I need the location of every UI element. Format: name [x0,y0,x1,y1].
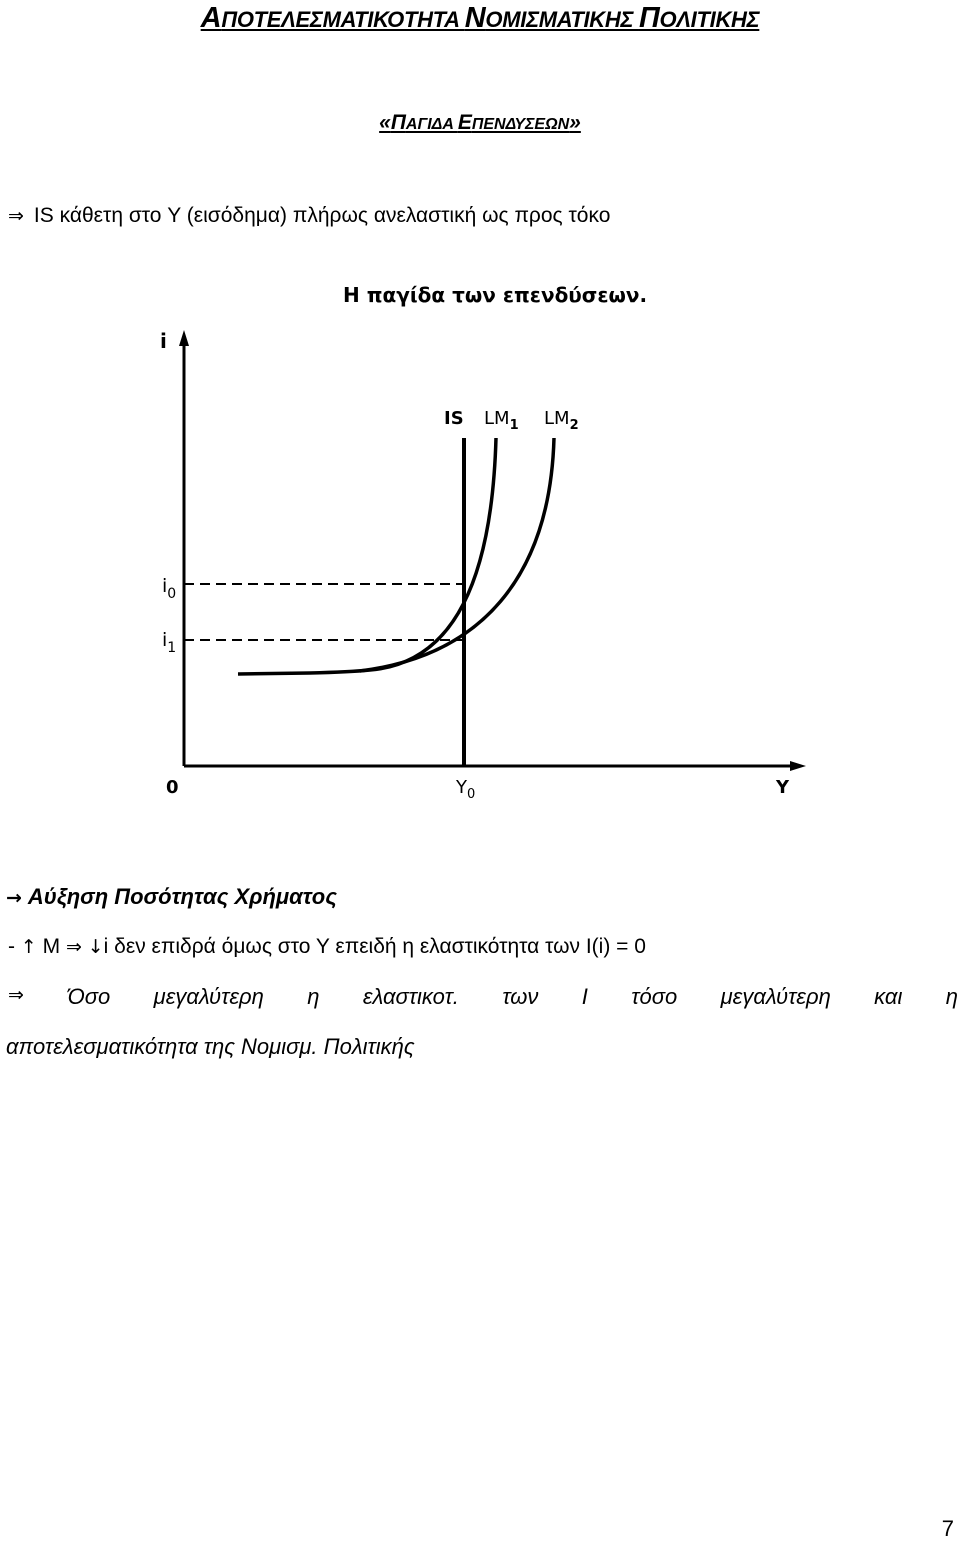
i1-label: $i_1$ [162,629,177,656]
title-initial-3: Π [638,2,660,34]
lm1-label: $LM_1$ [484,408,519,433]
effect-text: i δεν επιδρά όμως στο Υ επειδή η ελαστικότητα των I(i) = 0 [103,935,646,958]
statement-text: IS κάθετη στο Y (εισόδημα) πλήρως ανελαστική ως προς τόκο [33,204,611,227]
y0-label: $Y_0$ [456,777,476,802]
statement-word: των [502,984,539,1009]
title-rest-2: ΟΜΙΣΜΑΤΙΚΗΣ [485,7,639,32]
subtitle-open-quote: « [379,111,391,134]
is-lm-diagram [150,278,810,818]
x-axis-label: Y [776,777,790,798]
money-increase-heading [6,884,337,910]
origin-label: 0 [166,777,179,798]
title-rest-3: ΟΛΙΤΙΚΗΣ [659,7,760,32]
subtitle-rest-1: ΑΓΙΔΑ [405,116,458,133]
up-arrow-icon: ↑ [20,936,37,958]
y-axis-arrowhead-icon [179,330,189,346]
money-symbol: M [42,935,61,958]
statement-word: μεγαλύτερη [720,984,831,1009]
statement-word: μεγαλύτερη [153,984,264,1009]
subtitle-close-quote: » [569,111,581,134]
elasticity-statement-continuation: αποτελεσματικότητα της Νομισμ. Πολιτικής [6,1034,415,1059]
section-subtitle [0,111,960,135]
x-axis-arrowhead-icon [790,761,806,771]
statement-word: και [874,984,903,1009]
figure-caption: Η παγίδα των επενδύσεων. [343,283,648,307]
subtitle-rest-2: ΠΕΝΔΥΣΕΩΝ [471,116,570,133]
implies-arrow-icon: ⇒ [8,984,24,1006]
implies-arrow-icon: ⇒ [65,936,82,958]
dash-mark: - [8,935,15,958]
title-initial-2: Ν [464,2,486,34]
right-arrow-icon: → [6,887,22,909]
statement-word: η [307,984,320,1009]
down-arrow-icon: ↓ [87,936,104,958]
money-effect-statement [8,935,646,959]
lm2-curve [360,438,554,671]
is-vertical-statement [8,204,610,228]
statement-word: η [945,984,958,1009]
lm2-label: $LM_2$ [544,408,579,433]
subtitle-initial-1: Π [390,111,406,134]
i0-label: $i_0$ [162,575,177,602]
subtitle-initial-2: Ε [457,111,472,134]
y-axis-label: i [160,329,167,353]
heading-text: Αύξηση Ποσότητας Χρήματος [27,884,337,909]
investment-trap-figure [150,278,810,818]
elasticity-statement-line [8,984,958,1010]
statement-word: ελαστικοτ. [362,984,459,1009]
is-label: IS [444,408,464,429]
statement-word: Όσο [67,984,111,1009]
statement-word: Ι [581,984,588,1009]
statement-word: τόσο [631,984,678,1009]
title-rest-1: ΠΟΤΕΛΕΣΜΑΤΙΚΟΤΗΤΑ [221,7,465,32]
implies-arrow-icon: ⇒ [8,205,24,227]
page-title [0,2,960,35]
title-initial-1: Α [200,2,222,34]
page-number: 7 [941,1516,954,1541]
